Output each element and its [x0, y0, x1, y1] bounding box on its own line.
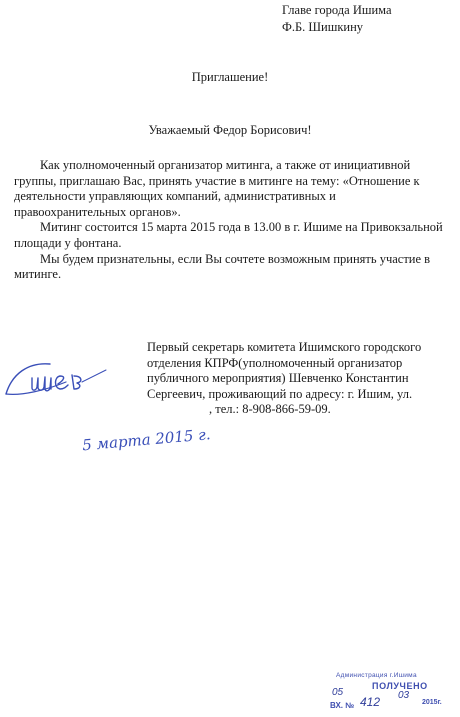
handwritten-date	[80, 418, 230, 461]
body-paragraph: Как уполномоченный организатор митинга, а также от инициативной группы, приглашаю Вас, принять участие в митинге на тему: «Отношение к деятельности управляющих компаний, административных и правоохранительных органов».	[14, 158, 420, 219]
signer-text: Первый секретарь комитета Ишимского городского отделения КПРФ(уполномоченный организатор публичного мероприятия) Шевченко Константин Сергеевич, проживающий по адресу: г. Ишим, ул.	[147, 340, 422, 401]
stamp-organization: Администрация г.Ишима	[336, 672, 417, 679]
addressee-name: Ф.Б. Шишкину	[282, 20, 364, 34]
letter-title: Приглашение!	[191, 70, 269, 84]
signer-block	[147, 340, 447, 418]
body-paragraph: Мы будем признательны, если Вы сочтете возможным принять участие в митинге.	[14, 251, 431, 282]
addressee-position: Главе города Ишима	[282, 3, 392, 17]
handwritten-date-text: 5 марта 2015 г.	[81, 425, 212, 455]
stamp-day: 05	[332, 687, 344, 698]
salutation: Уважаемый Федор Борисович!	[148, 123, 312, 137]
stamp-number: 412	[360, 695, 381, 709]
letter-body	[14, 158, 446, 283]
stamp-month: 03	[398, 690, 410, 701]
signer-phone: , тел.: 8-908-866-59-09.	[209, 402, 331, 417]
handwritten-signature	[2, 342, 114, 409]
stamp-status: ПОЛУЧЕНО	[372, 681, 428, 691]
signer-contact-line	[147, 402, 447, 418]
handwritten-date-drawing	[80, 418, 230, 456]
addressee-block	[282, 2, 392, 36]
signature-drawing	[2, 342, 114, 404]
stamp-label: ВХ. №	[330, 701, 355, 710]
body-paragraph: Митинг состоится 15 марта 2015 года в 13.00 в г. Ишиме на Привокзальной площади у фонтана.	[14, 220, 443, 250]
stamp-year: 2015г.	[422, 699, 442, 706]
registration-stamp	[330, 672, 456, 714]
